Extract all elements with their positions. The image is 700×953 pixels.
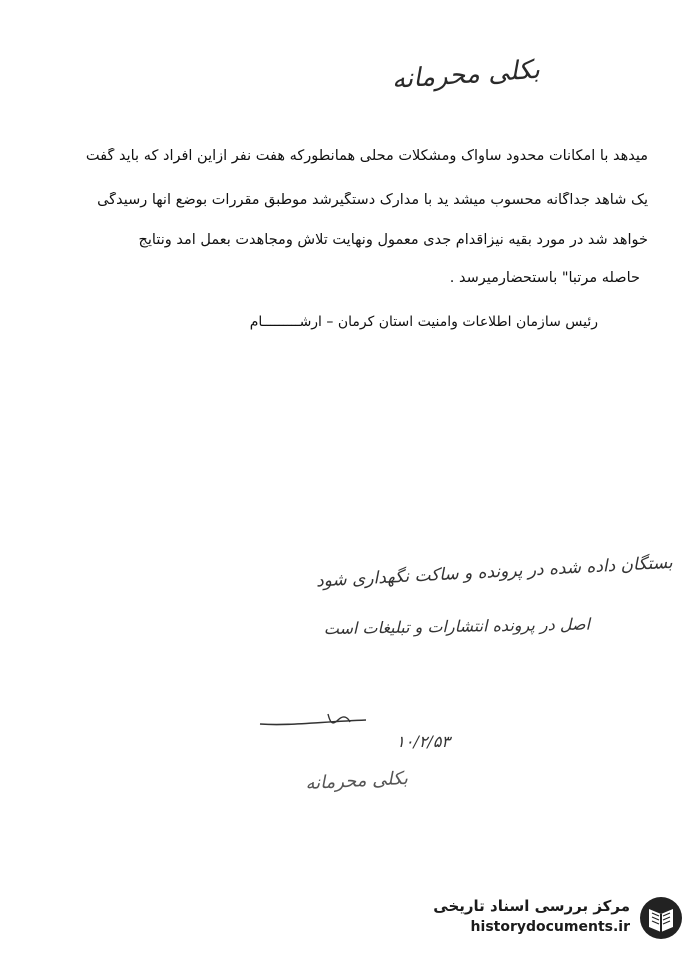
body-line-2: یک شاهد جداگانه محسوب میشد ید با مدارک دستگیرشد موطبق مقررات بوضع آنها رسیدگی [97, 192, 648, 208]
body-line-1: میدهد با امکانات محدود ساواک ومشکلات محلی همانطورکه هفت نفر ازاین افراد که باید گفت [85, 148, 648, 164]
handwritten-note-1: بستگان داده شده در پرونده و ساکت نگهداری شود [315, 552, 674, 592]
signatory-line: رئیس سازمان اطلاعات وامنیت استان کرمان – ارشـــــــــام [249, 314, 598, 330]
classification-stamp-bottom: بکلی محرمانه [304, 767, 409, 795]
archive-watermark [418, 893, 688, 945]
body-line-4: حاصله مرتبا" باستحضارمیرسد . [449, 270, 640, 286]
handwritten-date: ۱۰/۲/۵۳ [396, 732, 450, 751]
book-logo-icon [638, 895, 684, 941]
body-line-3: خواهد شد در مورد بقیه نیزاقدام جدی معمول ونهایت تلاش ومجاهدت بعمل امد ونتایج [138, 232, 648, 248]
handwritten-note-2: اصل در پرونده انتشارات و تبلیغات است [323, 614, 591, 639]
classification-heading: بکلی محرمانه [390, 54, 541, 95]
watermark-name: مرکز بررسی اسناد تاریخی [433, 897, 630, 915]
watermark-url[interactable]: historydocuments.ir [470, 919, 630, 935]
